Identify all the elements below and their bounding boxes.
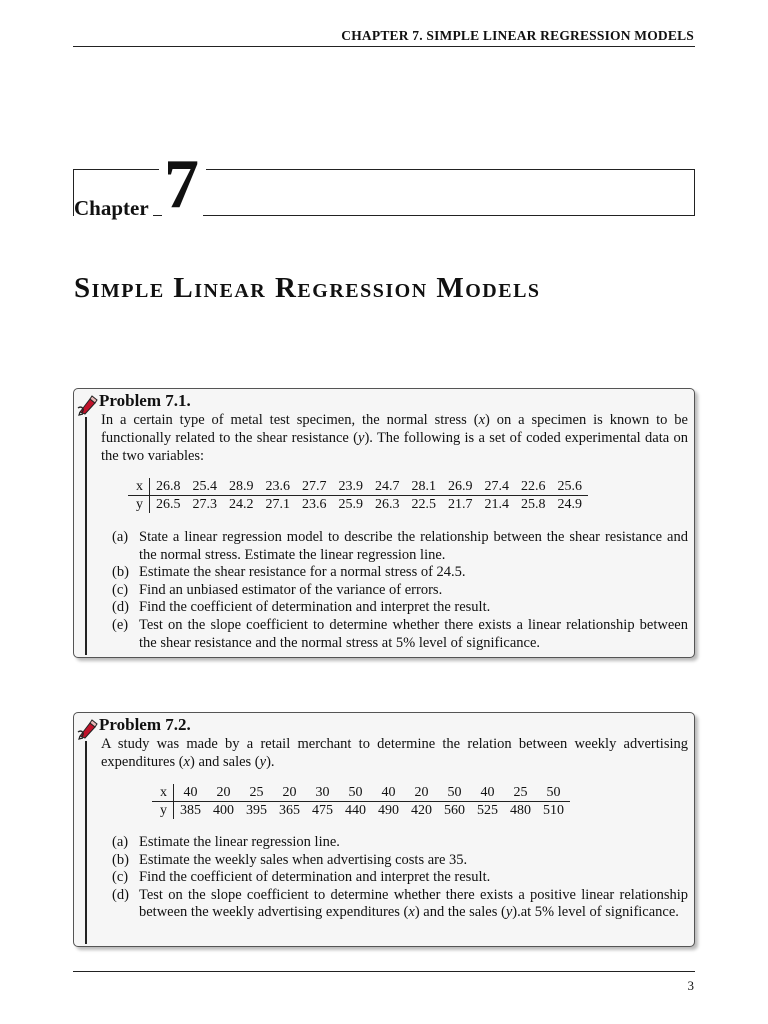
table-cell: 27.3 [192,497,217,512]
table-cell: 480 [510,803,531,818]
problem-intro: In a certain type of metal test specimen, the normal stress (x) on a specimen is known to be functionally related to the shear resistance (y). The following is a set of coded experimental data on the two variables: [101,412,688,464]
table-cell: 25.9 [338,497,363,512]
table-cell: 50 [438,784,471,802]
table-cell: 440 [345,803,366,818]
table-cell: 24.7 [369,478,406,496]
table-cell: 21.7 [448,497,473,512]
question-marker: (c) [112,869,129,886]
problem-box-7-2 [73,712,695,947]
table-cell: 26.9 [442,478,479,496]
table-cell: 420 [411,803,432,818]
table-cell: 560 [444,803,465,818]
question-item: (d) Find the coefficient of determination and interpret the result. [112,599,491,616]
problem-title: Problem 7.2. [99,715,191,734]
problem-box-7-1 [73,388,695,658]
question-marker: (b) [112,851,129,868]
question-item: (b) Estimate the shear resistance for a normal stress of 24.5. [112,564,466,581]
table-cell: 26.3 [375,497,400,512]
table-cell: 50 [339,784,372,802]
table-cell: 30 [306,784,339,802]
table-cell: 23.6 [260,478,297,496]
table-cell: 22.6 [515,478,552,496]
question-item: (d) Test on the slope coefficient to determine whether there exists a positive linear relationship between the weekly advertising expenditures (x) and the sales (y).at 5% level of significance. [112,886,688,921]
table-cell: 510 [543,803,564,818]
table-cell: 395 [246,803,267,818]
table-cell: 20 [405,784,438,802]
table-cell: 27.1 [265,497,290,512]
row-label: y [128,496,150,514]
table-cell: 365 [279,803,300,818]
table-cell: 25.6 [552,478,589,496]
page-number: 3 [687,978,694,993]
question-item: (c) Find an unbiased estimator of the variance of errors. [112,581,443,598]
question-marker: (d) [112,599,129,616]
question-item: (c) Find the coefficient of determination and interpret the result. [112,869,491,886]
chapter-label: Chapter [74,196,153,221]
question-item: (b) Estimate the weekly sales when advertising costs are 35. [112,851,468,868]
chapter-frame-top-left [73,169,159,170]
chapter-title: Simple Linear Regression Models [74,272,541,304]
data-table [152,784,570,819]
footer-rule [73,971,695,972]
question-marker: (c) [112,581,129,598]
row-label: x [128,478,150,496]
row-label: y [152,802,174,820]
table-row-y [152,802,570,820]
table-cell: 40 [372,784,405,802]
table-cell: 24.2 [229,497,254,512]
data-table [128,478,588,513]
question-marker: (d) [112,886,129,903]
table-cell: 26.5 [156,497,181,512]
running-header: CHAPTER 7. SIMPLE LINEAR REGRESSION MODELS [341,28,694,43]
table-cell: 40 [471,784,504,802]
table-cell: 28.9 [223,478,260,496]
problem-side-bar [85,741,87,944]
table-row-x [152,784,570,802]
table-cell: 525 [477,803,498,818]
table-cell: 20 [273,784,306,802]
question-marker: (a) [112,529,129,545]
table-cell: 50 [537,784,570,802]
table-cell: 25 [504,784,537,802]
table-row-x [128,478,588,496]
row-label: x [152,784,174,802]
question-marker: (e) [112,616,129,633]
table-cell: 20 [207,784,240,802]
question-marker: (a) [112,834,129,850]
table-row-y [128,496,588,514]
problem-title: Problem 7.1. [99,391,191,410]
table-cell: 475 [312,803,333,818]
question-item: (e) Test on the slope coefficient to determine whether there exists a linear relationship between the shear resistance and the normal stress at 5% level of significance. [112,616,688,651]
question-item: (a) Estimate the linear regression line. [112,834,340,850]
table-cell: 27.4 [479,478,516,496]
table-cell: 25 [240,784,273,802]
table-cell: 385 [180,803,201,818]
question-marker: (b) [112,564,129,581]
table-cell: 24.9 [557,497,582,512]
problem-side-bar [85,417,87,655]
chapter-number: 7 [162,150,203,220]
table-cell: 22.5 [411,497,436,512]
chapter-frame-top-right [206,169,694,170]
table-cell: 28.1 [406,478,443,496]
pencil-icon [76,392,100,416]
table-cell: 40 [174,784,208,802]
table-cell: 400 [213,803,234,818]
table-cell: 26.8 [150,478,187,496]
header-rule [73,46,695,47]
table-cell: 27.7 [296,478,333,496]
table-cell: 21.4 [484,497,509,512]
table-cell: 490 [378,803,399,818]
question-list [112,529,688,652]
table-cell: 23.6 [302,497,327,512]
question-item: (a) State a linear regression model to describe the relationship between the shear resistance and the normal stress. Estimate the linear regression line. [112,529,688,563]
problem-intro: A study was made by a retail merchant to determine the relation between weekly advertising expenditures (x) and sales (y). [101,736,688,770]
question-list [112,834,688,922]
table-cell: 25.8 [521,497,546,512]
pencil-icon [76,716,100,740]
table-cell: 25.4 [187,478,224,496]
table-cell: 23.9 [333,478,370,496]
